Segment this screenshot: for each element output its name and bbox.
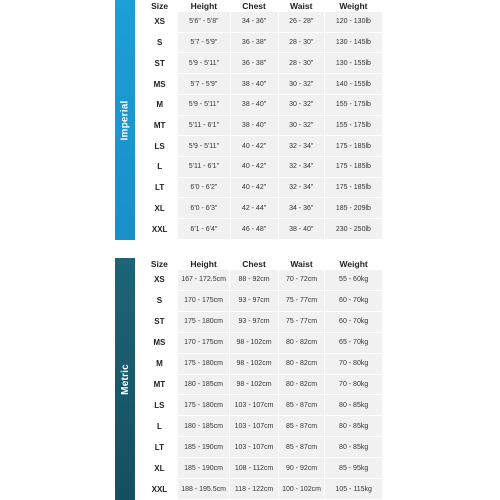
table-row [142, 437, 382, 457]
header-chest: Chest [230, 259, 277, 269]
size-cell: XXL [142, 479, 177, 499]
waist-cell: 30 - 32" [279, 74, 324, 94]
size-cell: XL [142, 458, 177, 478]
table-row [142, 136, 382, 156]
table-row [142, 53, 382, 73]
height-cell: 175 - 180cm [178, 395, 230, 415]
height-cell: 6'0 - 6'2" [178, 178, 229, 198]
weight-cell: 65 - 70kg [325, 333, 382, 353]
waist-cell: 38 - 40" [279, 219, 324, 239]
weight-cell: 55 - 60kg [325, 270, 382, 290]
chest-cell: 40 - 42" [231, 136, 278, 156]
table-row [142, 333, 382, 353]
waist-cell: 90 - 92cm [279, 458, 325, 478]
chest-cell: 103 - 107cm [230, 416, 277, 436]
table-row [142, 291, 382, 311]
size-cell: MS [142, 333, 177, 353]
header-height: Height [178, 1, 229, 11]
weight-cell: 60 - 70kg [325, 312, 382, 332]
height-cell: 5'9 - 5'11" [178, 53, 229, 73]
height-cell: 5'9 - 5'11" [178, 95, 229, 115]
weight-cell: 175 - 185lb [325, 157, 382, 177]
height-cell: 175 - 180cm [178, 354, 230, 374]
size-cell: MS [142, 74, 177, 94]
size-cell: LT [142, 437, 177, 457]
chest-cell: 118 - 122cm [230, 479, 277, 499]
metric-size-chart [115, 258, 383, 500]
imperial-size-table [141, 0, 383, 240]
height-cell: 170 - 175cm [178, 291, 230, 311]
waist-cell: 32 - 34" [279, 136, 324, 156]
chest-cell: 103 - 107cm [230, 437, 277, 457]
size-cell: S [142, 33, 177, 53]
chest-cell: 40 - 42" [231, 157, 278, 177]
header-size: Size [142, 259, 177, 269]
imperial-label: Imperial [119, 100, 131, 140]
weight-cell: 130 - 155lb [325, 53, 382, 73]
metric-label: Metric [119, 363, 131, 395]
chest-cell: 40 - 42" [231, 178, 278, 198]
chest-cell: 46 - 48" [231, 219, 278, 239]
size-cell: ST [142, 312, 177, 332]
weight-cell: 185 - 209lb [325, 198, 382, 218]
size-cell: XL [142, 198, 177, 218]
table-row [142, 157, 382, 177]
size-cell: XS [142, 12, 177, 32]
height-cell: 185 - 190cm [178, 458, 230, 478]
weight-cell: 175 - 185lb [325, 136, 382, 156]
height-cell: 175 - 180cm [178, 312, 230, 332]
header-weight: Weight [325, 1, 382, 11]
waist-cell: 75 - 77cm [279, 291, 325, 311]
size-cell: LT [142, 178, 177, 198]
table-row [142, 12, 382, 32]
weight-cell: 70 - 80kg [325, 375, 382, 395]
waist-cell: 80 - 82cm [279, 333, 325, 353]
height-cell: 180 - 185cm [178, 375, 230, 395]
height-cell: 185 - 190cm [178, 437, 230, 457]
header-waist: Waist [279, 1, 324, 11]
weight-cell: 130 - 145lb [325, 33, 382, 53]
table-row [142, 312, 382, 332]
table-row [142, 270, 382, 290]
weight-cell: 60 - 70kg [325, 291, 382, 311]
height-cell: 6'1 - 6'4" [178, 219, 229, 239]
height-cell: 5'11 - 6'1" [178, 157, 229, 177]
waist-cell: 70 - 72cm [279, 270, 325, 290]
chest-cell: 38 - 40" [231, 116, 278, 136]
weight-cell: 140 - 155lb [325, 74, 382, 94]
table-row [142, 354, 382, 374]
metric-table-body [142, 270, 382, 499]
height-cell: 180 - 185cm [178, 416, 230, 436]
header-height: Height [178, 259, 230, 269]
chest-cell: 98 - 102cm [230, 375, 277, 395]
waist-cell: 85 - 87cm [279, 395, 325, 415]
header-weight: Weight [325, 259, 382, 269]
waist-cell: 80 - 82cm [279, 375, 325, 395]
height-cell: 6'0 - 6'3" [178, 198, 229, 218]
waist-cell: 85 - 87cm [279, 437, 325, 457]
chest-cell: 98 - 102cm [230, 333, 277, 353]
chest-cell: 38 - 40" [231, 74, 278, 94]
table-row [142, 395, 382, 415]
header-size: Size [142, 1, 177, 11]
waist-cell: 28 - 30" [279, 33, 324, 53]
chest-cell: 103 - 107cm [230, 395, 277, 415]
metric-band [115, 258, 135, 500]
height-cell: 5'6" - 5'8" [178, 12, 229, 32]
chest-cell: 42 - 44" [231, 198, 278, 218]
size-cell: LS [142, 136, 177, 156]
waist-cell: 75 - 77cm [279, 312, 325, 332]
weight-cell: 85 - 95kg [325, 458, 382, 478]
height-cell: 5'11 - 6'1" [178, 116, 229, 136]
waist-cell: 30 - 32" [279, 95, 324, 115]
weight-cell: 70 - 80kg [325, 354, 382, 374]
weight-cell: 80 - 85kg [325, 395, 382, 415]
waist-cell: 85 - 87cm [279, 416, 325, 436]
weight-cell: 80 - 85kg [325, 416, 382, 436]
imperial-header-row [142, 1, 382, 11]
metric-size-table [141, 258, 383, 500]
header-waist: Waist [279, 259, 325, 269]
table-row [142, 219, 382, 239]
table-row [142, 116, 382, 136]
table-row [142, 479, 382, 499]
size-cell: M [142, 95, 177, 115]
height-cell: 188 - 195.5cm [178, 479, 230, 499]
table-row [142, 74, 382, 94]
size-cell: XXL [142, 219, 177, 239]
weight-cell: 155 - 175lb [325, 116, 382, 136]
waist-cell: 32 - 34" [279, 157, 324, 177]
height-cell: 5'9 - 5'11" [178, 136, 229, 156]
weight-cell: 175 - 185lb [325, 178, 382, 198]
waist-cell: 32 - 34" [279, 178, 324, 198]
table-row [142, 458, 382, 478]
weight-cell: 230 - 250lb [325, 219, 382, 239]
waist-cell: 30 - 32" [279, 116, 324, 136]
header-chest: Chest [231, 1, 278, 11]
chest-cell: 93 - 97cm [230, 291, 277, 311]
imperial-size-chart [115, 0, 383, 240]
height-cell: 167 - 172.5cm [178, 270, 230, 290]
weight-cell: 80 - 85kg [325, 437, 382, 457]
size-cell: M [142, 354, 177, 374]
size-cell: L [142, 157, 177, 177]
waist-cell: 26 - 28" [279, 12, 324, 32]
weight-cell: 105 - 115kg [325, 479, 382, 499]
waist-cell: 80 - 82cm [279, 354, 325, 374]
size-cell: S [142, 291, 177, 311]
height-cell: 5'7 - 5'9" [178, 74, 229, 94]
size-cell: MT [142, 116, 177, 136]
table-row [142, 416, 382, 436]
size-cell: L [142, 416, 177, 436]
imperial-band [115, 0, 135, 240]
table-row [142, 178, 382, 198]
size-cell: XS [142, 270, 177, 290]
table-row [142, 375, 382, 395]
table-row [142, 33, 382, 53]
chest-cell: 108 - 112cm [230, 458, 277, 478]
metric-header-row [142, 259, 382, 269]
waist-cell: 34 - 36" [279, 198, 324, 218]
waist-cell: 100 - 102cm [279, 479, 325, 499]
chest-cell: 98 - 102cm [230, 354, 277, 374]
chest-cell: 88 - 92cm [230, 270, 277, 290]
table-row [142, 198, 382, 218]
table-row [142, 95, 382, 115]
chest-cell: 36 - 38" [231, 53, 278, 73]
weight-cell: 155 - 175lb [325, 95, 382, 115]
height-cell: 170 - 175cm [178, 333, 230, 353]
size-cell: MT [142, 375, 177, 395]
weight-cell: 120 - 130lb [325, 12, 382, 32]
imperial-table-body [142, 12, 382, 239]
chest-cell: 36 - 38" [231, 33, 278, 53]
waist-cell: 28 - 30" [279, 53, 324, 73]
size-cell: LS [142, 395, 177, 415]
chest-cell: 93 - 97cm [230, 312, 277, 332]
chest-cell: 38 - 40" [231, 95, 278, 115]
chest-cell: 34 - 36" [231, 12, 278, 32]
size-cell: ST [142, 53, 177, 73]
height-cell: 5'7 - 5'9" [178, 33, 229, 53]
